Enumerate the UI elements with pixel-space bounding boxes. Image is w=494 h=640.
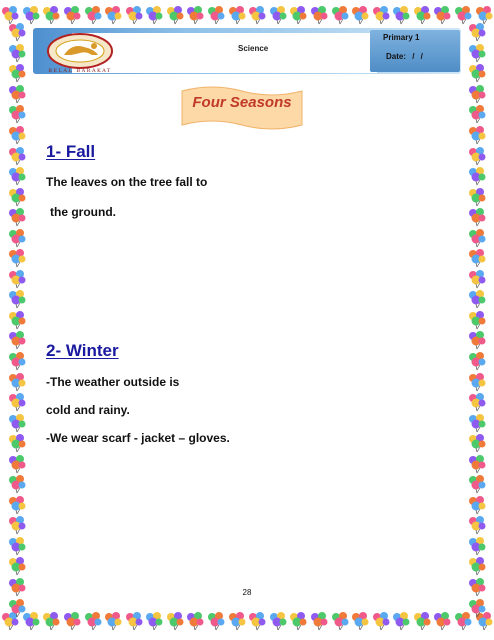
- balloon-bunch-icon: [330, 611, 350, 631]
- balloon-bunch-icon: [227, 611, 247, 631]
- balloon-bunch-icon: [371, 5, 391, 25]
- balloon-bunch-icon: [7, 125, 27, 145]
- fall-line-1: The leaves on the tree fall to: [46, 175, 208, 189]
- balloon-bunch-icon: [467, 84, 487, 104]
- balloon-bunch-icon: [467, 474, 487, 494]
- balloon-bunch-icon: [350, 611, 370, 631]
- balloon-border-bottom: [0, 606, 494, 636]
- date-label: Date: / /: [386, 52, 423, 61]
- winter-line-3: -We wear scarf - jacket – gloves.: [46, 431, 230, 445]
- balloon-bunch-icon: [7, 372, 27, 392]
- balloon-bunch-icon: [7, 43, 27, 63]
- balloon-bunch-icon: [467, 536, 487, 556]
- balloon-bunch-icon: [7, 330, 27, 350]
- balloon-bunch-icon: [83, 611, 103, 631]
- balloon-border-top: [0, 0, 494, 30]
- balloon-bunch-icon: [288, 611, 308, 631]
- balloon-bunch-icon: [7, 289, 27, 309]
- winter-line-2: cold and rainy.: [46, 403, 130, 417]
- balloon-bunch-icon: [467, 187, 487, 207]
- balloon-bunch-icon: [7, 556, 27, 576]
- balloon-bunch-icon: [103, 5, 123, 25]
- balloon-bunch-icon: [412, 5, 432, 25]
- balloon-bunch-icon: [467, 310, 487, 330]
- subject-label: Science: [238, 44, 269, 53]
- balloon-bunch-icon: [7, 598, 27, 618]
- balloon-bunch-icon: [467, 495, 487, 515]
- balloon-bunch-icon: [7, 474, 27, 494]
- balloon-bunch-icon: [467, 63, 487, 83]
- balloon-bunch-icon: [467, 146, 487, 166]
- balloon-bunch-icon: [467, 433, 487, 453]
- page-title: Four Seasons: [192, 94, 292, 111]
- balloon-bunch-icon: [467, 22, 487, 42]
- balloon-bunch-icon: [371, 611, 391, 631]
- balloon-bunch-icon: [41, 611, 61, 631]
- balloon-bunch-icon: [288, 5, 308, 25]
- balloon-border-right: [462, 22, 492, 618]
- balloon-bunch-icon: [185, 5, 205, 25]
- balloon-bunch-icon: [268, 5, 288, 25]
- balloon-bunch-icon: [467, 598, 487, 618]
- balloon-bunch-icon: [185, 611, 205, 631]
- balloon-bunch-icon: [467, 413, 487, 433]
- page-number: 28: [242, 588, 252, 597]
- balloon-bunch-icon: [7, 84, 27, 104]
- balloon-bunch-icon: [467, 515, 487, 535]
- balloon-bunch-icon: [7, 515, 27, 535]
- balloon-bunch-icon: [41, 5, 61, 25]
- balloon-bunch-icon: [7, 392, 27, 412]
- balloon-bunch-icon: [467, 248, 487, 268]
- balloon-bunch-icon: [309, 5, 329, 25]
- school-logo-icon: [44, 31, 116, 71]
- balloon-bunch-icon: [391, 5, 411, 25]
- balloon-bunch-icon: [83, 5, 103, 25]
- balloon-bunch-icon: [467, 330, 487, 350]
- grade-label: Primary 1: [383, 33, 420, 42]
- balloon-bunch-icon: [7, 207, 27, 227]
- balloon-bunch-icon: [7, 22, 27, 42]
- balloon-bunch-icon: [467, 125, 487, 145]
- balloon-bunch-icon: [124, 5, 144, 25]
- balloon-bunch-icon: [467, 372, 487, 392]
- winter-line-1: -The weather outside is: [46, 375, 180, 389]
- balloon-bunch-icon: [7, 536, 27, 556]
- balloon-bunch-icon: [467, 104, 487, 124]
- balloon-bunch-icon: [467, 166, 487, 186]
- balloon-bunch-icon: [7, 495, 27, 515]
- balloon-bunch-icon: [467, 454, 487, 474]
- balloon-bunch-icon: [227, 5, 247, 25]
- balloon-bunch-icon: [247, 5, 267, 25]
- balloon-bunch-icon: [467, 43, 487, 63]
- balloon-bunch-icon: [467, 269, 487, 289]
- balloon-bunch-icon: [432, 5, 452, 25]
- balloon-bunch-icon: [467, 556, 487, 576]
- balloon-bunch-icon: [7, 433, 27, 453]
- balloon-bunch-icon: [144, 5, 164, 25]
- balloon-bunch-icon: [467, 392, 487, 412]
- balloon-border-left: [2, 22, 32, 618]
- balloon-bunch-icon: [144, 611, 164, 631]
- balloon-bunch-icon: [62, 611, 82, 631]
- balloon-bunch-icon: [7, 269, 27, 289]
- balloon-bunch-icon: [165, 5, 185, 25]
- balloon-bunch-icon: [7, 413, 27, 433]
- balloon-bunch-icon: [391, 611, 411, 631]
- section-heading-winter: 2- Winter: [46, 341, 119, 360]
- balloon-bunch-icon: [7, 351, 27, 371]
- balloon-bunch-icon: [7, 454, 27, 474]
- balloon-bunch-icon: [206, 5, 226, 25]
- balloon-bunch-icon: [247, 611, 267, 631]
- balloon-bunch-icon: [7, 187, 27, 207]
- balloon-bunch-icon: [467, 289, 487, 309]
- balloon-bunch-icon: [309, 611, 329, 631]
- logo-caption: BELAL BARAKAT: [48, 68, 112, 74]
- balloon-bunch-icon: [412, 611, 432, 631]
- balloon-bunch-icon: [467, 228, 487, 248]
- balloon-bunch-icon: [350, 5, 370, 25]
- balloon-bunch-icon: [432, 611, 452, 631]
- balloon-bunch-icon: [103, 611, 123, 631]
- header-white-panel: [72, 33, 377, 73]
- balloon-bunch-icon: [268, 611, 288, 631]
- section-heading-fall: 1- Fall: [46, 142, 96, 161]
- balloon-bunch-icon: [165, 611, 185, 631]
- balloon-bunch-icon: [7, 166, 27, 186]
- balloon-bunch-icon: [7, 63, 27, 83]
- balloon-bunch-icon: [7, 310, 27, 330]
- balloon-bunch-icon: [7, 228, 27, 248]
- balloon-bunch-icon: [467, 207, 487, 227]
- fall-line-2: the ground.: [50, 205, 116, 219]
- balloon-bunch-icon: [467, 351, 487, 371]
- balloon-bunch-icon: [7, 104, 27, 124]
- balloon-bunch-icon: [330, 5, 350, 25]
- balloon-bunch-icon: [206, 611, 226, 631]
- balloon-bunch-icon: [7, 146, 27, 166]
- balloon-bunch-icon: [124, 611, 144, 631]
- balloon-bunch-icon: [62, 5, 82, 25]
- balloon-bunch-icon: [7, 248, 27, 268]
